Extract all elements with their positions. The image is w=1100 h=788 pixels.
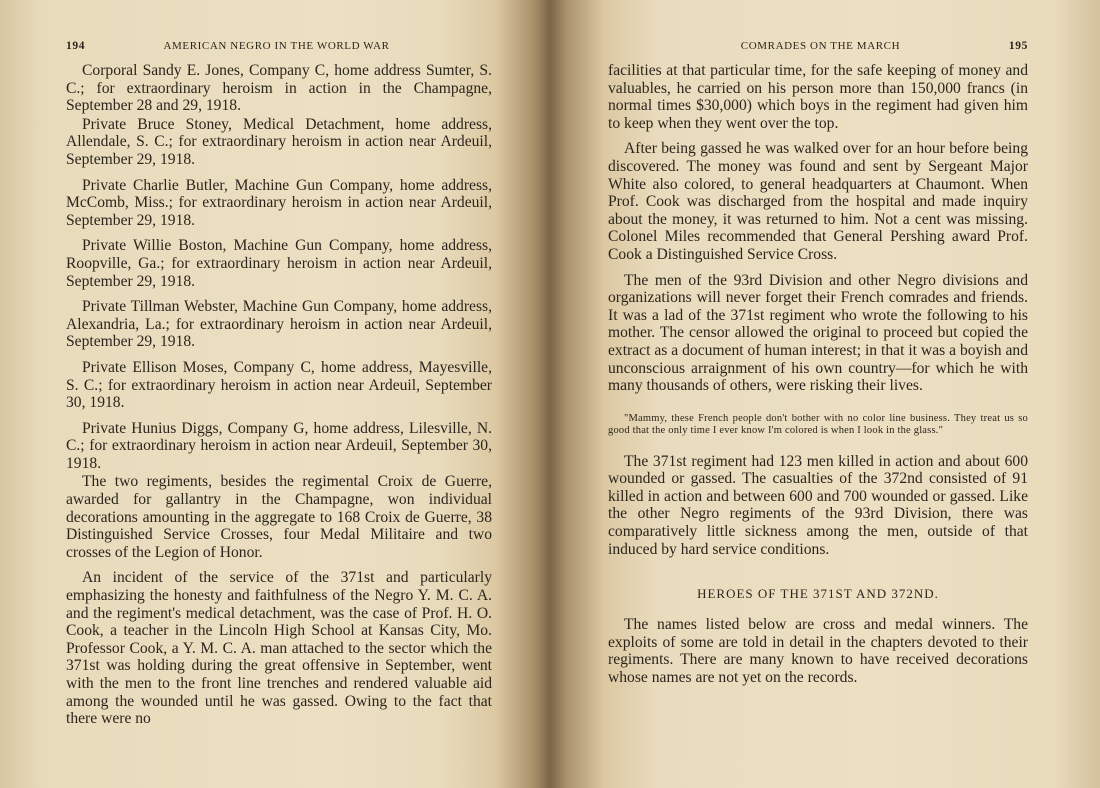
paragraph: Private Charlie Butler, Machine Gun Company, home address, McComb, Miss.; for extraordinary heroism in action near Ardeuil, September 29, 1918. — [66, 176, 492, 229]
running-head-title: COMRADES ON THE MARCH — [740, 40, 901, 52]
paragraph: Private Tillman Webster, Machine Gun Company, home address, Alexandria, La.; for extraordinary heroism in action near Ardeuil, September 29, 1918. — [66, 298, 492, 351]
running-head — [608, 40, 1028, 52]
paragraph: After being gassed he was walked over for an hour before being discovered. The money was found and sent by Sergeant Major White also colored, to general headquarters at Chaumont. When Prof. Cook was discharged from the hospital and made inquiry about the money, it was returned to him. Not a cent was missing. Colonel Miles recommended that General Pershing award Prof. Cook a Distinguished Service Cross. — [608, 140, 1028, 263]
paragraph: The 371st regiment had 123 men killed in action and about 600 wounded or gassed. The casualties of the 372nd consisted of 91 killed in action and between 600 and 700 wounded or gassed. Like the other Negro regiments of the 93rd Division, there was comparatively little sickness among the men, outside of that induced by hard service conditions. — [608, 452, 1028, 558]
paragraph: An incident of the service of the 371st and particularly emphasizing the honesty and faithfulness of the Negro Y. M. C. A. and the regiment's medical detachment, was the case of Prof. H. O. Cook, a teacher in the Lincoln High School at Kansas City, Mo. Professor Cook, a Y. M. C. A. man attached to the sector which the 371st was holding during the great offensive in September, went with the men to the front line trenches and rendered valuable aid among the wounded until he was gassed. Owing to the fact that there were no — [66, 569, 492, 728]
section-heading: HEROES OF THE 371ST AND 372ND. — [697, 586, 939, 602]
right-page-body — [608, 62, 1028, 687]
paragraph: Private Ellison Moses, Company C, home address, Mayesville, S. C.; for extraordinary heroism in action near Ardeuil, September 30, 1918. — [66, 358, 492, 412]
running-head — [66, 40, 492, 52]
paragraph: Corporal Sandy E. Jones, Company C, home address Sumter, S. C.; for extraordinary heroism in action in the Champagne, September 28 and 29, 1918. — [66, 62, 492, 115]
right-page — [550, 0, 1100, 788]
paragraph: facilities at that particular time, for the safe keeping of money and valuables, he carried on his person more than 150,000 francs (in normal times $30,000) which boys in the regiment had given him to keep when they went over the top. — [608, 62, 1028, 132]
paragraph: The men of the 93rd Division and other Negro divisions and organizations will never forget their French comrades and friends. It was a lad of the 371st regiment who wrote the following to his mother. The censor allowed the original to proceed but copied the extract as a document of human interest; in that it was a boyish and unconscious arraignment of his own country—for which he with many thousands of others, were risking their lives. — [608, 271, 1028, 395]
running-head-title: AMERICAN NEGRO IN THE WORLD WAR — [163, 40, 390, 52]
paragraph: The two regiments, besides the regimental Croix de Guerre, awarded for gallantry in the Champagne, won individual decorations amounting in the aggregate to 168 Croix de Guerre, 38 Distinguished Service Crosses, four Medal Militaire and two crosses of the Legion of Honor. — [66, 473, 492, 561]
page-number: 194 — [66, 40, 86, 52]
paragraph: Private Bruce Stoney, Medical Detachment, home address, Allendale, S. C.; for extraordinary heroism in action near Ardeuil, September 29, 1918. — [66, 115, 492, 168]
paragraph: Private Hunius Diggs, Company G, home address, Lilesville, N. C.; for extraordinary heroism in action near Ardeuil, September 30, 1918. — [66, 419, 492, 472]
paragraph: The names listed below are cross and medal winners. The exploits of some are told in detail in the chapters devoted to their regiments. There are many known to have received decorations whose names are not yet on the records. — [608, 616, 1028, 687]
page-number: 195 — [1008, 40, 1028, 52]
paragraph: Private Willie Boston, Machine Gun Company, home address, Roopville, Ga.; for extraordinary heroism in action near Ardeuil, September 29, 1918. — [66, 237, 492, 290]
left-page-body — [66, 62, 492, 728]
block-quote: "Mammy, these French people don't bother with no color line business. They treat us so good that the only time I ever know I'm colored is when I look in the glass." — [608, 412, 1028, 436]
